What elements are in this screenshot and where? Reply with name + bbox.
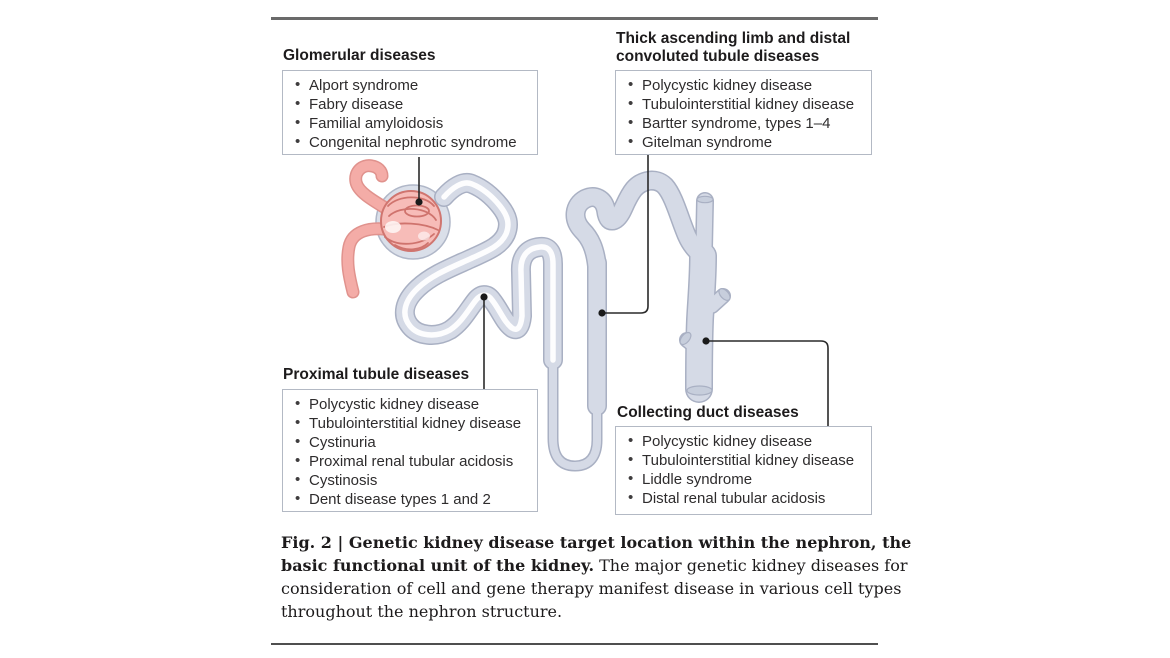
- disease-item: • Gitelman syndrome: [626, 133, 867, 152]
- disease-item: • Fabry disease: [293, 95, 533, 114]
- caption-regular-text: consideration of cell and gene therapy manifest disease in various cell types: [281, 579, 902, 598]
- disease-item: • Congenital nephrotic syndrome: [293, 133, 533, 152]
- glomerulus: [381, 191, 441, 251]
- caption-bold-text: Fig. 2 | Genetic kidney disease target location within the nephron, the: [281, 533, 912, 552]
- distal-convoluted-tubule: [576, 181, 700, 266]
- caption-line: [281, 600, 881, 623]
- caption-bold-text: basic functional unit of the kidney.: [281, 556, 595, 575]
- top-rule: [271, 17, 878, 20]
- disease-item: • Liddle syndrome: [626, 470, 867, 489]
- glomerular-disease-list: [283, 71, 537, 152]
- glomerular-diseases-box: [282, 70, 538, 155]
- caption-line: [281, 531, 912, 554]
- disease-item: • Tubulointerstitial kidney disease: [293, 414, 533, 433]
- leader-dot-glomerular: [415, 198, 422, 205]
- caption-line: [281, 577, 902, 600]
- collecting-duct-neck: [704, 201, 705, 248]
- leader-dot-thick-ascending: [598, 309, 605, 316]
- disease-item: • Cystinuria: [293, 433, 533, 452]
- leader-dot-collecting: [702, 337, 709, 344]
- figure-caption: [281, 531, 912, 623]
- bottom-rule: [271, 643, 878, 645]
- thick-ascending-diseases-box: [615, 70, 872, 155]
- disease-item: • Distal renal tubular acidosis: [626, 489, 867, 508]
- proximal-tubule-diseases-title: Proximal tubule diseases: [283, 366, 470, 383]
- disease-item: • Polycystic kidney disease: [626, 432, 867, 451]
- collecting-duct-diseases-title: Collecting duct diseases: [617, 404, 799, 421]
- disease-item: • Dent disease types 1 and 2: [293, 490, 533, 509]
- disease-item: • Polycystic kidney disease: [293, 395, 533, 414]
- glomerular-diseases-title: Glomerular diseases: [283, 47, 436, 64]
- thick-ascending-disease-list: [616, 71, 871, 152]
- nephron-illustration: [270, 150, 880, 530]
- leader-dot-proximal: [480, 293, 487, 300]
- disease-item: • Cystinosis: [293, 471, 533, 490]
- disease-item: • Polycystic kidney disease: [626, 76, 867, 95]
- disease-item: • Proximal renal tubular acidosis: [293, 452, 533, 471]
- caption-line: [281, 554, 908, 577]
- disease-item: • Tubulointerstitial kidney disease: [626, 95, 867, 114]
- leader-line-collecting: [708, 341, 828, 426]
- disease-item: • Familial amyloidosis: [293, 114, 533, 133]
- disease-item: • Alport syndrome: [293, 76, 533, 95]
- disease-item: • Tubulointerstitial kidney disease: [626, 451, 867, 470]
- caption-regular-text: throughout the nephron structure.: [281, 602, 563, 621]
- collecting-duct: [699, 256, 703, 389]
- thick-ascending-diseases-title: Thick ascending limb and distal convoluted tubule diseases: [616, 30, 851, 65]
- caption-regular-text: The major genetic kidney diseases for: [594, 556, 908, 575]
- disease-item: • Bartter syndrome, types 1–4: [626, 114, 867, 133]
